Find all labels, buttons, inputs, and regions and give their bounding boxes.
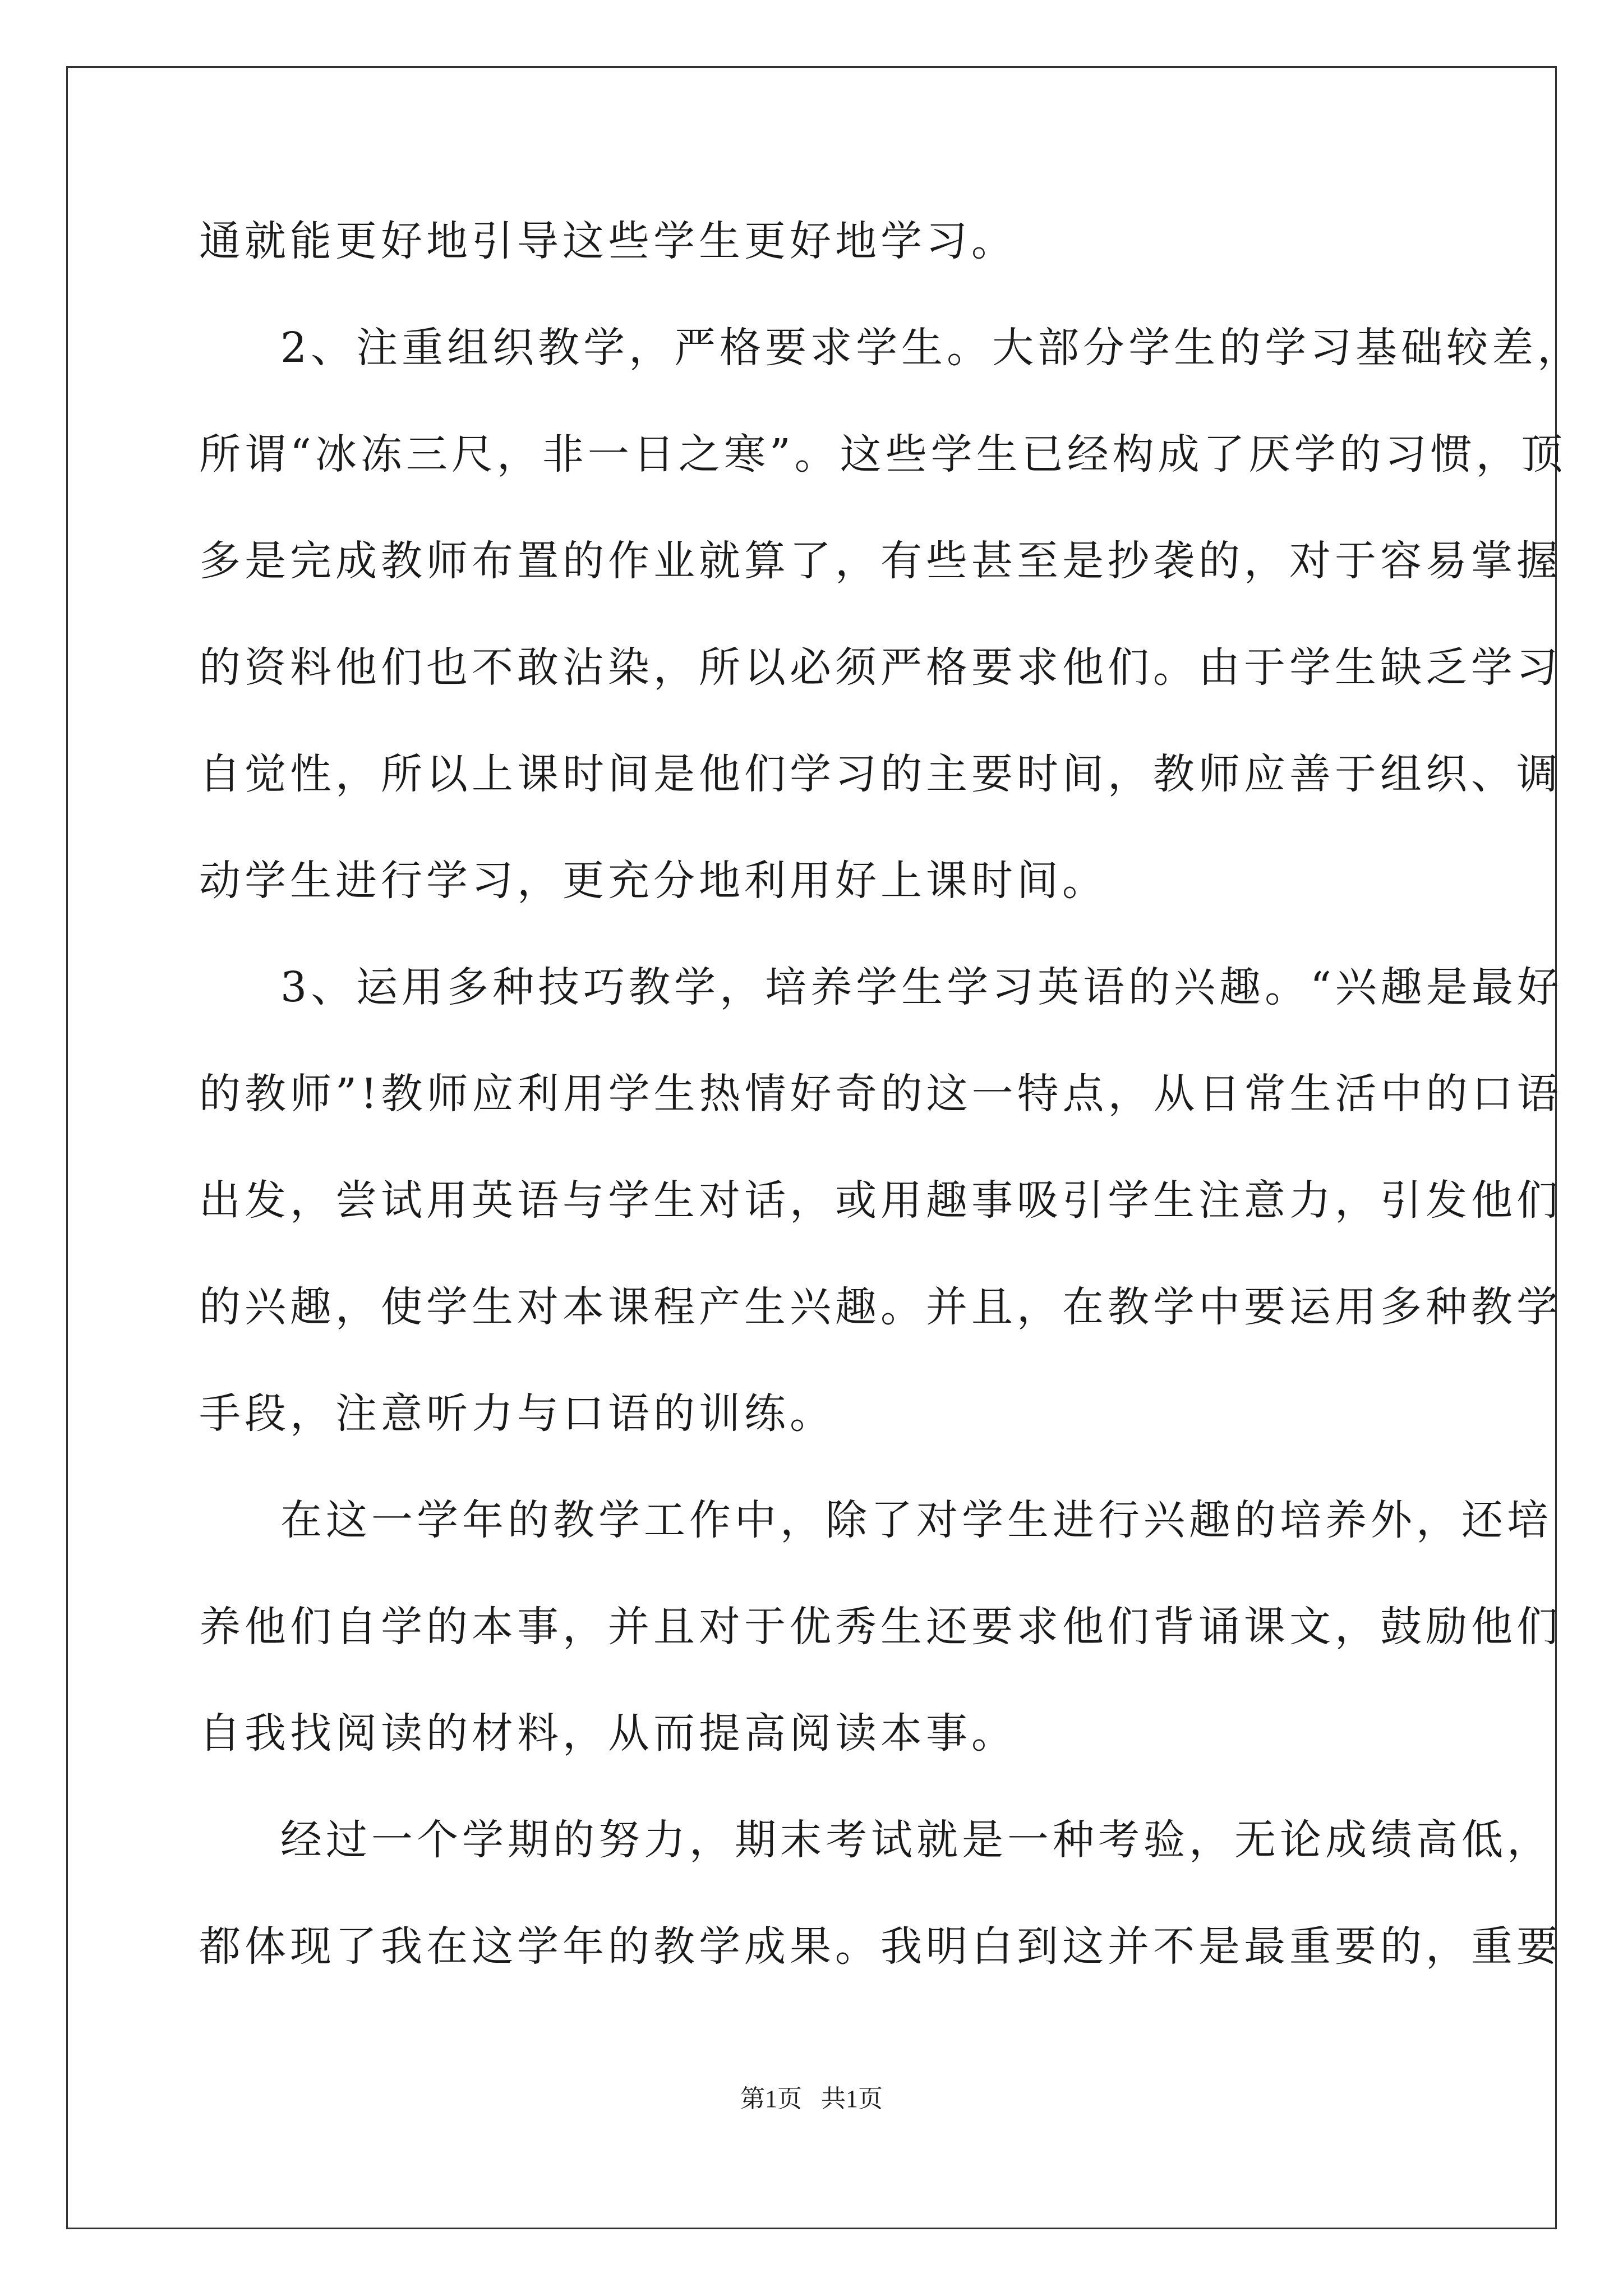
- text-line: 自我找阅读的材料，从而提高阅读本事。: [199, 1709, 1017, 1757]
- text-line: 出发，尝试用英语与学生对话，或用趣事吸引学生注意力，引发他们: [199, 1176, 1562, 1225]
- text-line: 自觉性，所以上课时间是他们学习的主要时间，教师应善于组织、调: [199, 750, 1562, 798]
- text-line: 经过一个学期的努力，期末考试就是一种考验，无论成绩高低，: [280, 1816, 1552, 1864]
- text-line: 手段，注意听力与口语的训练。: [199, 1389, 835, 1438]
- text-line: 通就能更好地引导这些学生更好地学习。: [199, 217, 1017, 265]
- text-line: 多是完成教师布置的作业就算了，有些甚至是抄袭的，对于容易掌握: [199, 537, 1562, 585]
- text-line: 动学生进行学习，更充分地利用好上课时间。: [199, 857, 1108, 905]
- page-total: 共1页: [821, 2085, 883, 2113]
- text-line: 都体现了我在这学年的教学成果。我明白到这并不是最重要的，重要: [199, 1922, 1562, 1971]
- page-border: [66, 66, 1557, 2229]
- page-footer: [0, 2078, 1623, 2114]
- text-line: 所谓“冰冻三尺，非一日之寒”。这些学生已经构成了厌学的习惯，顶: [199, 430, 1567, 478]
- text-line: 养他们自学的本事，并且对于优秀生还要求他们背诵课文，鼓励他们: [199, 1603, 1562, 1651]
- text-line: 在这一学年的教学工作中，除了对学生进行兴趣的培养外，还培: [280, 1496, 1552, 1544]
- text-line: 的兴趣，使学生对本课程产生兴趣。并且，在教学中要运用多种教学: [199, 1283, 1562, 1331]
- text-line: 2、注重组织教学，严格要求学生。大部分学生的学习基础较差，: [280, 324, 1583, 372]
- text-line: 3、运用多种技巧教学，培养学生学习英语的兴趣。“兴趣是最好: [280, 963, 1562, 1011]
- page-number: 第1页: [740, 2085, 802, 2113]
- text-line: 的教师”!教师应利用学生热情好奇的这一特点，从日常生活中的口语: [199, 1070, 1562, 1118]
- text-line: 的资料他们也不敢沾染，所以必须严格要求他们。由于学生缺乏学习: [199, 643, 1562, 692]
